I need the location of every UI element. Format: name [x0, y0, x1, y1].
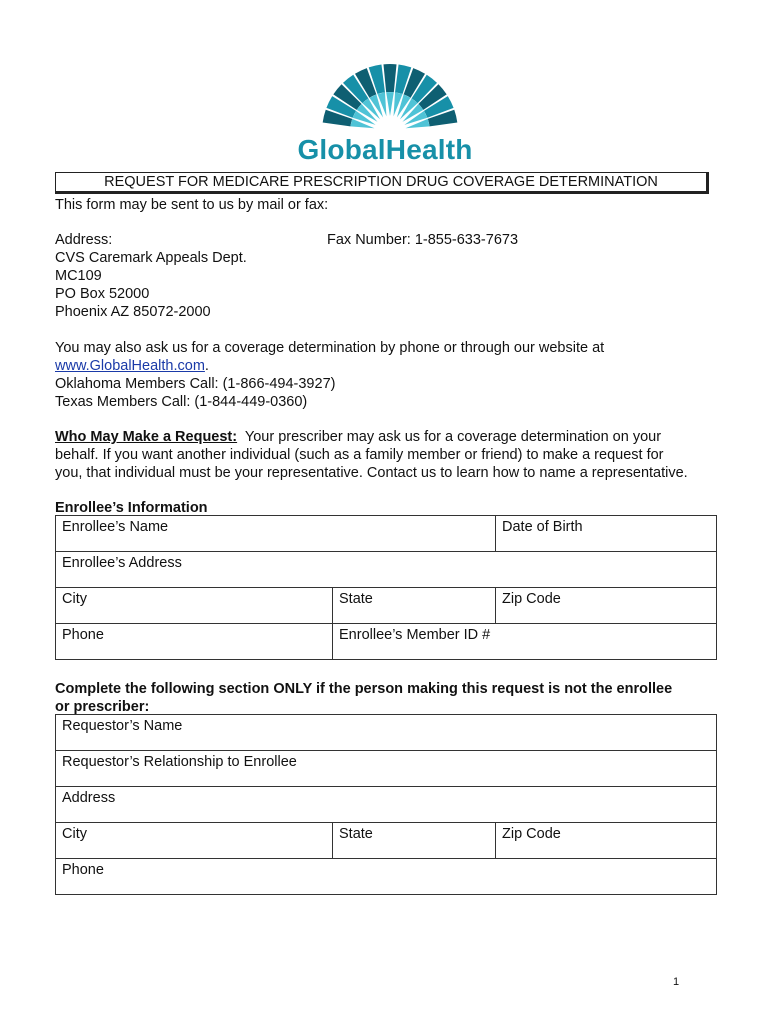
- requestor-name-field[interactable]: Requestor’s Name: [56, 715, 717, 751]
- form-title: REQUEST FOR MEDICARE PRESCRIPTION DRUG COVERAGE DETERMINATION: [55, 172, 709, 194]
- requestor-heading-line-1: Complete the following section ONLY if the person making this request is not the enrollee: [55, 681, 673, 697]
- who-line-3: you, that individual must be your representative. Contact us to learn how to name a representative.: [55, 465, 688, 481]
- page-number: 1: [673, 976, 680, 988]
- website-suffix: .: [204, 358, 209, 374]
- logo-ray-segment: [383, 64, 396, 92]
- requestor-zip-field[interactable]: Zip Code: [496, 823, 717, 859]
- website-line: [55, 357, 209, 375]
- brand-name: GlobalHealth: [297, 134, 473, 165]
- enrollee-state-field[interactable]: State: [333, 588, 496, 624]
- who-heading: Who May Make a Request:: [55, 429, 238, 445]
- enrollee-table: [55, 515, 717, 660]
- requestor-city-field[interactable]: City: [56, 823, 333, 859]
- enrollee-address-field[interactable]: Enrollee’s Address: [56, 552, 717, 588]
- enrollee-city-field[interactable]: City: [56, 588, 333, 624]
- enrollee-dob-field[interactable]: Date of Birth: [496, 516, 717, 552]
- enrollee-member-id-field[interactable]: Enrollee’s Member ID #: [333, 624, 717, 660]
- oklahoma-phone: Oklahoma Members Call: (1-866-494-3927): [55, 376, 336, 392]
- requestor-table: [55, 714, 717, 895]
- requestor-heading-line-2: or prescriber:: [55, 699, 150, 715]
- intro-text: This form may be sent to us by mail or fax:: [55, 197, 329, 213]
- texas-phone: Texas Members Call: (1-844-449-0360): [55, 394, 308, 410]
- address-label: Address:: [55, 232, 113, 248]
- who-line-2: behalf. If you want another individual (such as a family member or friend) to make a request for: [55, 447, 664, 463]
- who-text: Your prescriber may ask us for a coverage determination on your: [237, 429, 662, 445]
- requestor-phone-field[interactable]: Phone: [56, 859, 717, 895]
- website-link[interactable]: www.GlobalHealth.com: [55, 358, 205, 374]
- address-line: PO Box 52000: [55, 286, 150, 302]
- enrollee-zip-field[interactable]: Zip Code: [496, 588, 717, 624]
- enrollee-heading: Enrollee’s Information: [55, 500, 208, 516]
- address-line: CVS Caremark Appeals Dept.: [55, 250, 247, 266]
- requestor-address-field[interactable]: Address: [56, 787, 717, 823]
- fax-number: Fax Number: 1-855-633-7673: [327, 232, 519, 248]
- who-line-1: [55, 428, 661, 446]
- enrollee-name-field[interactable]: Enrollee’s Name: [56, 516, 496, 552]
- address-line: Phoenix AZ 85072-2000: [55, 304, 211, 320]
- enrollee-phone-field[interactable]: Phone: [56, 624, 333, 660]
- requestor-state-field[interactable]: State: [333, 823, 496, 859]
- requestor-relationship-field[interactable]: Requestor’s Relationship to Enrollee: [56, 751, 717, 787]
- phone-website-text: You may also ask us for a coverage determination by phone or through our website at: [55, 340, 605, 356]
- address-line: MC109: [55, 268, 102, 284]
- logo-ray-triangle: [386, 92, 394, 116]
